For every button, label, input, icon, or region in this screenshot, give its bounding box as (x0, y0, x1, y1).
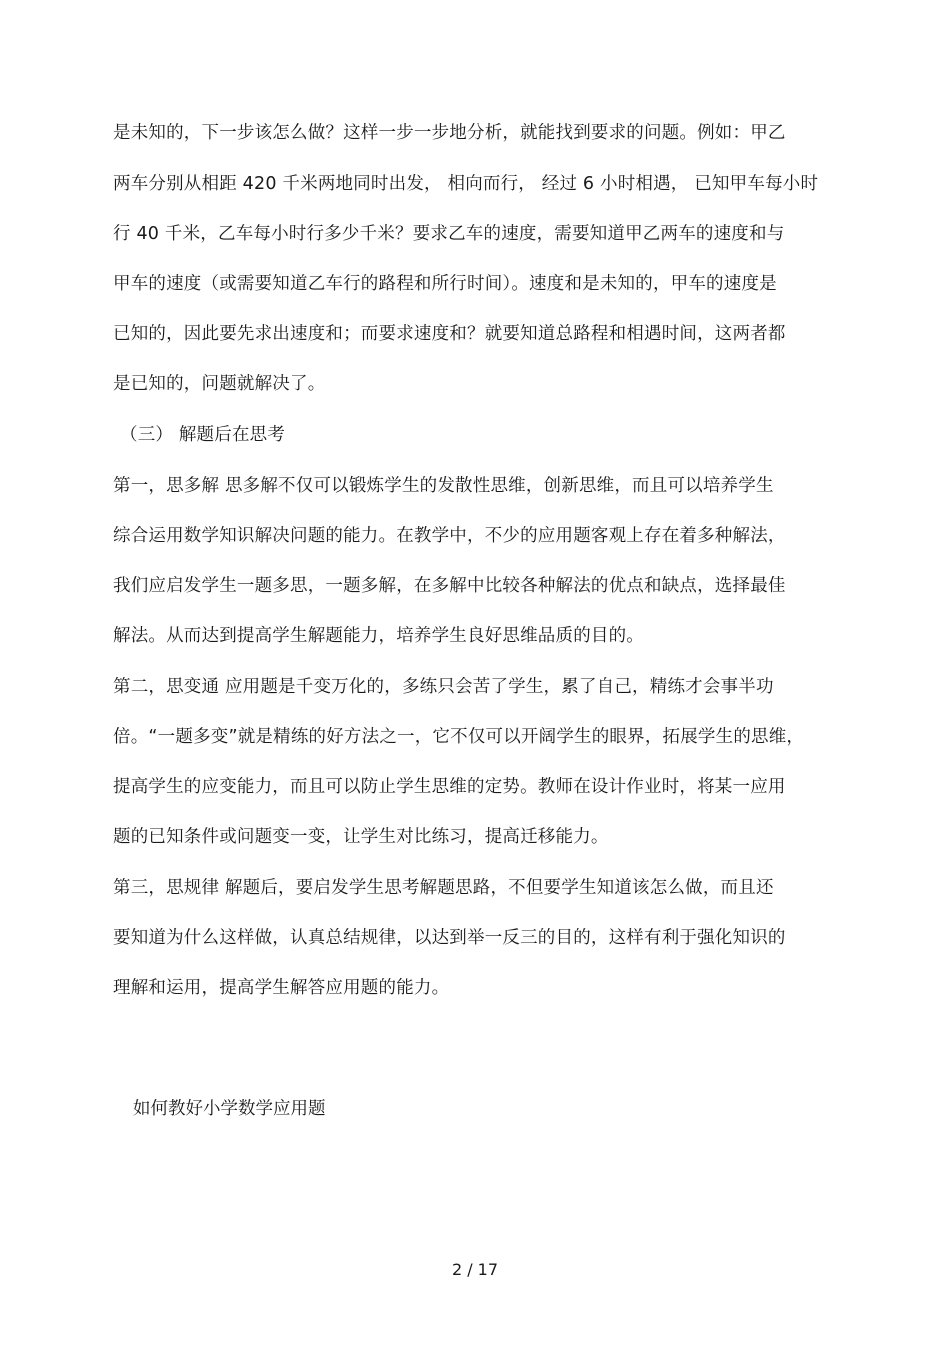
body-line: 我们应启发学生一题多思，一题多解，在多解中比较各种解法的优点和缺点，选择最佳 (113, 576, 786, 596)
body-line: 理解和运用，提高学生解答应用题的能力。 (113, 978, 450, 998)
body-line: 第一，思多解 思多解不仅可以锻炼学生的发散性思维，创新思维，而且可以培养学生 (113, 476, 774, 496)
body-line: 第二，思变通 应用题是千变万化的，多练只会苦了学生，累了自己，精练才会事半功 (113, 677, 774, 697)
body-line: 已知的，因此要先求出速度和；而要求速度和？就要知道总路程和相遇时间，这两者都 (113, 324, 786, 344)
document-title: 如何教好小学数学应用题 (133, 1099, 326, 1119)
body-line: 是未知的，下一步该怎么做？这样一步一步地分析，就能找到要求的问题。例如：甲乙 (113, 123, 786, 143)
body-line: 解法。从而达到提高学生解题能力，培养学生良好思维品质的目的。 (113, 626, 644, 646)
section-heading: （三） 解题后在思考 (120, 425, 286, 445)
body-line: 第三，思规律 解题后，要启发学生思考解题思路，不但要学生知道该怎么做，而且还 (113, 878, 774, 898)
page-number: 2 / 17 (451, 1260, 499, 1279)
body-line: 甲车的速度（或需要知道乙车行的路程和所行时间）。速度和是未知的，甲车的速度是 (113, 274, 777, 294)
body-line: 两车分别从相距 420 千米两地同时出发， 相向而行， 经过 6 小时相遇， 已知甲车每小时 (113, 174, 819, 194)
body-line: 倍。“一题多变”就是精练的好方法之一，它不仅可以开阔学生的眼界，拓展学生的思维， (113, 727, 805, 747)
body-line: 题的已知条件或问题变一变，让学生对比练习，提高迁移能力。 (113, 827, 609, 847)
body-line: 综合运用数学知识解决问题的能力。在教学中，不少的应用题客观上存在着多种解法， (113, 526, 786, 546)
body-line: 是已知的，问题就解决了。 (113, 374, 326, 394)
body-line: 提高学生的应变能力，而且可以防止学生思维的定势。教师在设计作业时，将某一应用 (113, 777, 786, 797)
body-line: 要知道为什么这样做，认真总结规律，以达到举一反三的目的，这样有利于强化知识的 (113, 928, 786, 948)
body-line: 行 40 千米，乙车每小时行多少千米？要求乙车的速度，需要知道甲乙两车的速度和与 (113, 224, 785, 244)
